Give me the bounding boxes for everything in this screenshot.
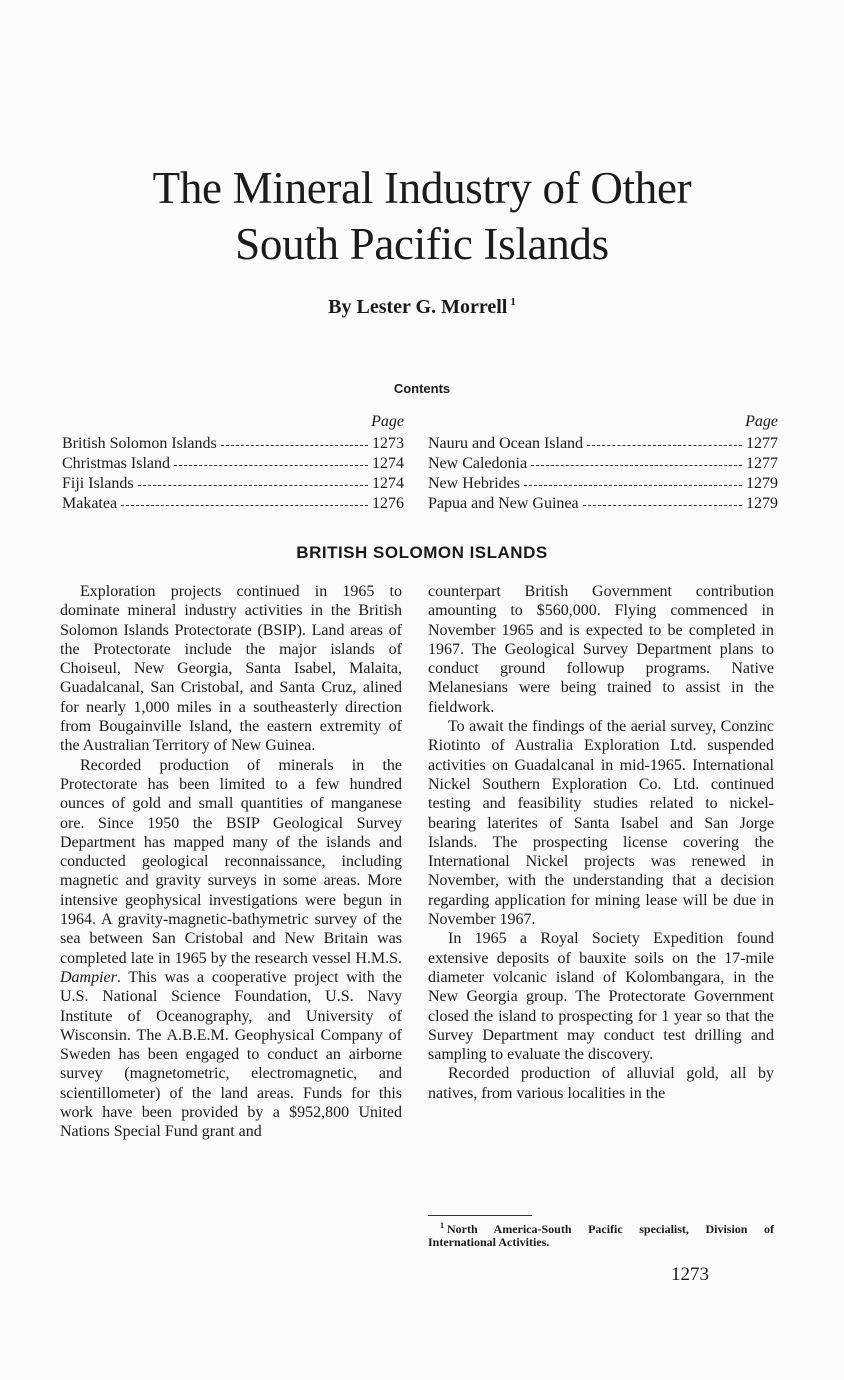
contents-page-label-left: Page	[371, 413, 404, 430]
contents-list-right	[428, 413, 778, 515]
contents-leader	[587, 445, 742, 446]
contents-entry-page: 1273	[372, 435, 404, 452]
contents-entry-page: 1277	[746, 455, 778, 472]
contents-entry-name: Papua and New Guinea	[428, 495, 579, 512]
contents-entry-page: 1274	[372, 475, 404, 492]
vessel-name: Dampier	[60, 968, 117, 986]
contents-entry-page: 1279	[746, 475, 778, 492]
contents-entry-name: New Caledonia	[428, 455, 528, 472]
title-line-2: South Pacific Islands	[235, 219, 609, 269]
contents-leader	[138, 485, 368, 486]
body-paragraph: Exploration projects continued in 1965 to dominate mineral industry activities in the British Solomon Islands Protectorate (BSIP). Land areas of the Protectorate include the major islands of Choiseul, New Georgia, Santa Isabel, Malaita, Guadalcanal, San Cristobal, and Santa Cruz, alined for nearly 1,000 miles in a southeasterly direction from Bougainville Island, the eastern extremity of the Australian Territory of New Guinea.	[60, 583, 402, 755]
contents-list-left	[62, 413, 404, 515]
footnote	[428, 1219, 774, 1249]
body-paragraph: To await the findings of the aerial survey, Conzinc Riotinto of Australia Exploration Ltd. suspended activities on Guadalcanal in mid-1965. International Nickel Southern Exploration Co. Ltd. continued testing and feasibility studies related to nickel-bearing laterites of Santa Isabel and San Jorge Islands. The prospecting license covering the International Nickel projects was renewed in November, with the understanding that a decision regarding application for mining lease will be due in November 1967.	[428, 718, 774, 929]
body-paragraph: Recorded production of alluvial gold, all by natives, from various localities in the	[428, 1065, 774, 1102]
contents-leader	[524, 485, 742, 486]
contents-heading: Contents	[393, 381, 451, 396]
contents-entry[interactable]	[428, 475, 778, 495]
body-column-left	[60, 582, 402, 1142]
author-byline	[0, 296, 844, 319]
footnote-text: North America-South Pacific specialist, Division of International Activities.	[428, 1222, 774, 1249]
body-paragraph: counterpart British Government contribution amounting to $560,000. Flying commenced in November 1965 and is expected to be completed in 1967. The Geological Survey Department plans to conduct ground followup programs. Native Melanesians were being trained to assist in the fieldwork.	[428, 583, 774, 716]
contents-entry[interactable]	[62, 435, 404, 455]
contents-entry[interactable]	[62, 455, 404, 475]
section-heading: BRITISH SOLOMON ISLANDS	[296, 543, 548, 562]
body-column-right	[428, 582, 774, 1103]
contents-entry-page: 1277	[746, 435, 778, 452]
title-line-1: The Mineral Industry of Other	[152, 163, 692, 213]
contents-entry-name: Makatea	[62, 495, 118, 512]
body-paragraph	[60, 756, 402, 1142]
footnote-divider	[428, 1215, 532, 1216]
contents-entry-name: Christmas Island	[62, 455, 170, 472]
contents-leader	[221, 445, 368, 446]
contents-entry[interactable]	[62, 495, 404, 515]
footnote-mark: 1	[440, 1221, 444, 1230]
page-title	[0, 160, 844, 272]
author-footnote-mark: 1	[510, 296, 516, 309]
contents-entry-page: 1274	[372, 455, 404, 472]
contents-leader	[174, 465, 368, 466]
contents-entry-name: Nauru and Ocean Island	[428, 435, 584, 452]
contents-entry[interactable]	[428, 495, 778, 515]
contents-entry-name: Fiji Islands	[62, 475, 134, 492]
body-text: . This was a cooperative project with the U.S. National Science Foundation, U.S. Navy Institute of Oceanography, and University of Wisconsin. The A.B.E.M. Geophysical Company of Sweden has been engaged to conduct an airborne survey (magnetometric, electromagnetic, and scientillometer) of the land areas. Funds for this work have been provided by a $952,800 United Nations Special Fund grant and	[60, 968, 402, 1141]
contents-leader	[583, 505, 742, 506]
contents-entry[interactable]	[62, 475, 404, 495]
body-text: Recorded production of minerals in the Protectorate has been limited to a few hundred ounces of gold and small quantities of manganese ore. Since 1950 the BSIP Geological Survey Department has mapped many of the islands and conducted geological reconnaissance, including magnetic and gravity surveys in some areas. More intensive geophysical investigations were begun in 1964. A gravity-magnetic-bathymetric survey of the sea between San Cristobal and New Britain was completed late in 1965 by the research vessel H.M.S.	[60, 756, 402, 967]
contents-entry[interactable]	[428, 435, 778, 455]
contents-leader	[531, 465, 742, 466]
body-paragraph: In 1965 a Royal Society Expedition found extensive deposits of bauxite soils on the 17-mile diameter volcanic island of Kolombangara, in the New Georgia group. The Protectorate Government closed the island to prospecting for 1 year so that the Survey Department may conduct test drilling and sampling to evaluate the discovery.	[428, 930, 774, 1064]
contents-page-label-right: Page	[745, 413, 778, 430]
contents-entry-name: New Hebrides	[428, 475, 520, 492]
contents-entry-page: 1276	[372, 495, 404, 512]
contents-entry-name: British Solomon Islands	[62, 435, 217, 452]
contents-entry[interactable]	[428, 455, 778, 475]
contents-leader	[121, 505, 368, 506]
page-number: 1273	[671, 1264, 709, 1285]
contents-entry-page: 1279	[746, 495, 778, 512]
author-name: By Lester G. Morrell	[328, 296, 508, 318]
